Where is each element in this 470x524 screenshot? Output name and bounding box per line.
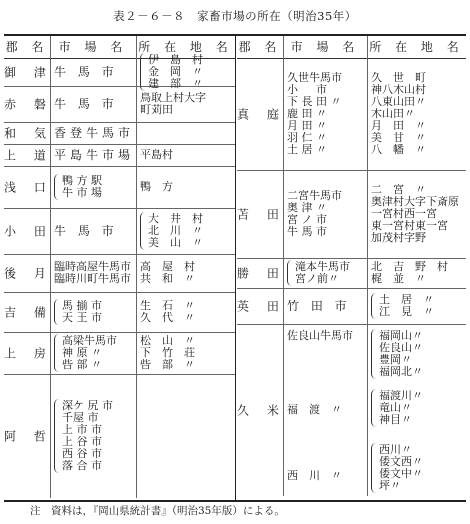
location-cell <box>136 208 235 254</box>
table-row <box>4 254 235 293</box>
location-line: 生 石 〃 <box>140 300 195 312</box>
market-line: 鹿 田 〃 <box>287 108 327 120</box>
location-line: 加茂村字野 <box>371 232 426 244</box>
location-line: 八 幡 〃 <box>371 144 426 156</box>
header-location: 所 在 地 名 <box>138 40 233 54</box>
market-brace <box>54 334 59 372</box>
location-cell <box>367 58 466 170</box>
location-lines <box>371 184 464 244</box>
location-cell <box>136 332 235 374</box>
market-line: 深ケ 尻 市 <box>62 400 113 412</box>
market-line: 落 合 市 <box>62 460 102 472</box>
location-line: 共 和 〃 <box>140 273 195 285</box>
location-line: 倭文中〃 <box>379 468 423 480</box>
market-line: 臨時高屋牛馬市 <box>54 261 131 273</box>
market-line: 福 渡 〃 <box>287 403 342 416</box>
gun-name: 真 庭 <box>237 107 286 122</box>
market-line: 宮 ノ 市 <box>287 214 327 226</box>
gun-cell <box>4 144 51 166</box>
location-line: 松 山 〃 <box>140 335 195 347</box>
market-lines <box>287 190 365 238</box>
location-line: 梶 並 〃 <box>371 273 426 285</box>
gun-cell <box>4 208 51 254</box>
location-line: 東一宮村東一宮 <box>371 220 448 232</box>
location-brace <box>371 329 376 379</box>
market-line: 牛 馬 市 <box>54 225 118 237</box>
location-lines <box>140 149 233 161</box>
location-line: 下 竹 荘 <box>140 347 195 359</box>
location-line: 金 岡 〃 <box>148 66 203 78</box>
location-cell <box>136 144 235 166</box>
header-gun-right: 郡 名 <box>237 36 284 58</box>
gun-name: 苫 田 <box>237 207 286 222</box>
location-line: 鳥取上村大字 <box>140 92 206 104</box>
market-line: 香登牛馬市 <box>54 127 134 139</box>
location-line: 建 部 〃 <box>148 78 203 90</box>
market-lines <box>62 400 134 472</box>
location-line: 土 居 〃 <box>379 294 434 306</box>
location-lines <box>379 330 464 378</box>
market-cell <box>50 166 137 208</box>
market-line: 久世牛馬市 <box>287 72 342 84</box>
market-brace <box>54 399 59 473</box>
location-lines <box>371 72 464 156</box>
market-cell <box>50 332 137 374</box>
table-row <box>4 144 235 167</box>
location-brace <box>371 293 376 319</box>
location-lines <box>140 300 233 324</box>
location-cell <box>136 166 235 208</box>
market-lines <box>62 335 134 371</box>
market-lines <box>62 300 134 324</box>
location-line: 木山田〃 <box>371 108 415 120</box>
location-line: 竜山〃 <box>379 402 412 414</box>
gun-name: 阿 哲 <box>4 429 53 444</box>
gun-cell <box>237 258 284 288</box>
location-line: 奥津村大字下斎原 <box>371 196 459 208</box>
market-cell <box>283 324 368 496</box>
market-line: 神 原 〃 <box>62 347 102 359</box>
location-line: 神目〃 <box>379 414 412 426</box>
market-line: 西 川 〃 <box>287 469 342 482</box>
location-lines <box>140 92 233 116</box>
gun-name: 英 田 <box>237 299 286 314</box>
market-line: 土 居 〃 <box>287 144 327 156</box>
location-lines <box>140 335 233 371</box>
market-cell <box>283 288 368 324</box>
market-cell <box>50 122 137 144</box>
location-cell <box>136 86 235 122</box>
market-line: 滝本牛馬市 <box>295 261 350 273</box>
location-line: 江 見 〃 <box>379 306 434 318</box>
left-half <box>4 36 235 498</box>
location-line: 月 田 〃 <box>371 120 426 132</box>
location-lines <box>371 261 464 285</box>
location-line: 北 吉 野 村 <box>371 261 448 273</box>
location-cell <box>367 324 466 496</box>
right-header-row <box>237 36 466 59</box>
market-line: 二宮牛馬市 <box>287 190 342 202</box>
market-lines <box>54 127 134 139</box>
gun-cell <box>237 58 284 170</box>
market-line: 臨時川町牛馬市 <box>54 273 131 285</box>
table-row <box>237 170 466 259</box>
center-divider <box>235 36 236 500</box>
location-line: 大 井 村 <box>148 213 203 225</box>
location-cell <box>136 122 235 144</box>
market-line: 馬 揃 市 <box>62 300 102 312</box>
market-line: 天 王 市 <box>62 312 102 324</box>
market-cell <box>50 58 137 86</box>
gun-cell <box>4 122 51 144</box>
header-gun: 郡 名 <box>4 36 51 58</box>
market-brace <box>54 174 59 200</box>
gun-cell <box>237 324 284 496</box>
market-line: 下 長 田 〃 <box>287 96 342 108</box>
table-row <box>4 54 235 90</box>
market-brace <box>287 260 292 286</box>
gun-name: 後 月 <box>4 266 53 281</box>
gun-cell <box>4 254 51 292</box>
market-line: 牛 馬 市 <box>54 98 118 110</box>
table-row <box>4 292 235 333</box>
location-line: 美 山 〃 <box>148 237 203 249</box>
market-line: 平島牛市場 <box>54 149 134 161</box>
location-line: 久 代 〃 <box>140 312 195 324</box>
location-cell <box>367 288 466 324</box>
market-cell <box>283 58 368 170</box>
location-cell <box>136 292 235 332</box>
market-cell <box>50 144 137 166</box>
market-cell <box>50 86 137 122</box>
gun-name: 小 田 <box>4 224 53 239</box>
market-cell <box>50 292 137 332</box>
location-cell <box>136 54 235 90</box>
table-row <box>237 258 466 289</box>
location-brace <box>371 443 376 493</box>
market-cell <box>283 170 368 258</box>
location-line: 豊岡〃 <box>379 354 412 366</box>
header-market-right: 市 場 名 <box>283 36 368 58</box>
location-line: 一宮村西一宮 <box>371 208 437 220</box>
location-line: 八東山田〃 <box>371 96 426 108</box>
location-line: 二 宮 〃 <box>371 184 426 196</box>
header-location-right: 所 在 地 名 <box>369 40 464 54</box>
table-row <box>237 324 466 496</box>
location-brace <box>371 389 376 427</box>
location-lines <box>140 181 233 193</box>
location-group <box>367 388 466 428</box>
gun-name: 浅 口 <box>4 180 53 195</box>
market-line: 牛 市 場 <box>62 187 102 199</box>
location-line: 町苅田 <box>140 104 173 116</box>
gun-name: 赤 磐 <box>4 97 53 112</box>
location-line: 北 川 〃 <box>148 225 203 237</box>
location-lines <box>379 390 464 426</box>
location-line: 平島村 <box>140 149 173 161</box>
location-lines <box>379 444 464 492</box>
market-brace <box>54 299 59 325</box>
table-row <box>4 332 235 375</box>
market-line: 月 田 〃 <box>287 120 327 132</box>
table-title: 表２－６－８ 家畜市場の所在（明治35年） <box>113 9 357 23</box>
market-line: 上 谷 市 <box>62 436 102 448</box>
source-note: 注 資料は，『岡山県統計書』（明治35年版）による。 <box>30 505 285 517</box>
table-row <box>237 288 466 325</box>
table-row <box>4 166 235 209</box>
gun-name: 上 房 <box>4 346 53 361</box>
market-lines <box>54 225 134 237</box>
market-lines <box>54 66 134 78</box>
right-half <box>237 36 466 498</box>
market-lines <box>287 300 365 312</box>
location-line: 鴨 方 <box>140 181 173 193</box>
table-row <box>4 374 235 498</box>
gun-name: 和 気 <box>4 126 53 141</box>
market-cell <box>50 254 137 292</box>
market-lines <box>287 72 365 156</box>
market-lines <box>54 261 134 285</box>
table-row <box>4 122 235 145</box>
market-cell <box>50 208 137 254</box>
location-lines <box>379 294 464 318</box>
market-line: 高梁牛馬市 <box>62 335 117 347</box>
location-line: 神八木山村 <box>371 84 426 96</box>
market-line: 呰 部 〃 <box>62 359 102 371</box>
location-line: 坪〃 <box>379 480 401 492</box>
market-line: 千屋 市 <box>62 412 99 424</box>
market-line: 竹 田 市 <box>287 300 351 312</box>
market-line: 牛 馬 市 <box>54 66 118 78</box>
table-row <box>4 86 235 123</box>
gun-cell <box>4 58 51 86</box>
location-lines <box>148 54 233 90</box>
location-line: 美 甘 〃 <box>371 132 426 144</box>
market-line: 牛 馬 市 <box>287 226 327 238</box>
market-cell <box>283 258 368 288</box>
market-line: 上 市 市 <box>62 424 102 436</box>
market-line: 鴨 方 駅 <box>62 175 102 187</box>
location-line: 佐良山〃 <box>379 342 423 354</box>
gun-cell <box>237 288 284 324</box>
gun-cell <box>237 170 284 258</box>
gun-name: 勝 田 <box>237 266 286 281</box>
market-line: 小 市 <box>287 84 327 96</box>
location-cell <box>136 374 235 498</box>
gun-name: 上 道 <box>4 148 53 163</box>
location-lines <box>148 213 233 249</box>
gun-cell <box>4 86 51 122</box>
market-line: 羽 仁 〃 <box>287 132 327 144</box>
gun-cell <box>4 292 51 332</box>
location-line: 高 屋 村 <box>140 261 195 273</box>
market-table <box>4 34 466 502</box>
location-line: 久 世 町 <box>371 72 426 84</box>
market-lines <box>295 261 365 285</box>
table-row <box>4 208 235 255</box>
gun-cell <box>4 374 51 498</box>
location-line: 福岡山〃 <box>379 330 423 342</box>
market-line: 佐良山牛馬市 <box>287 329 353 342</box>
market-lines <box>62 175 134 199</box>
market-line: 奥 津 〃 <box>287 202 327 214</box>
location-group <box>367 442 466 494</box>
table-row <box>237 58 466 171</box>
location-cell <box>367 258 466 288</box>
gun-name: 吉 備 <box>4 305 53 320</box>
market-lines <box>54 98 134 110</box>
market-line: 宮ノ前〃 <box>295 273 339 285</box>
location-lines <box>140 261 233 285</box>
market-lines <box>54 149 134 161</box>
gun-cell <box>4 166 51 208</box>
location-line: 福岡北〃 <box>379 366 423 378</box>
location-line: 伊 島 村 <box>148 54 203 66</box>
location-brace <box>140 212 145 250</box>
location-line: 呰 部 〃 <box>140 359 195 371</box>
market-cell <box>50 374 137 498</box>
location-cell <box>367 170 466 258</box>
gun-name: 御 津 <box>4 65 53 80</box>
location-line: 西川〃 <box>379 444 412 456</box>
location-line: 福渡川〃 <box>379 390 423 402</box>
location-line: 倭文西〃 <box>379 456 423 468</box>
gun-name: 久 米 <box>237 403 286 418</box>
gun-cell <box>4 332 51 374</box>
header-market: 市 場 名 <box>50 36 137 58</box>
location-group <box>367 328 466 380</box>
location-cell <box>136 254 235 292</box>
market-line: 西 谷 市 <box>62 448 102 460</box>
